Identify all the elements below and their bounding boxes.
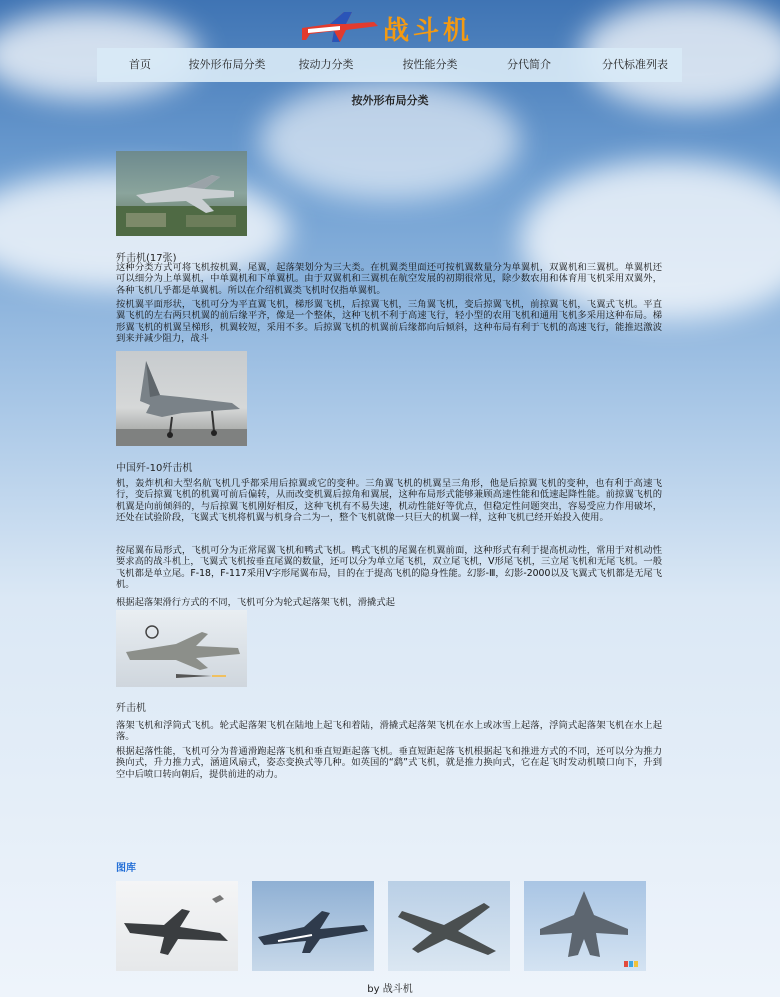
paragraph: 按机翼平面形状，飞机可分为平直翼飞机，梯形翼飞机，后掠翼飞机，三角翼飞机，变后掠翼飞机，前掠翼飞机，飞翼式飞机。平直翼飞机的左右两只机翼的前后缘平齐，像是一个整体，这种飞机不利于高速飞行，轻小型的农用飞机和通用飞机多采用这种布局。梯形翼飞机的机翼呈梯形，机翼较短，采用不多。后掠翼飞机的机翼前后缘都向后倾斜，这种布局有利于飞机的高速飞行，能推迟激波到来并减少阻力，战斗: [116, 299, 662, 345]
nav-home[interactable]: 首页: [129, 58, 151, 71]
paragraph: 这种分类方式可将飞机按机翼，尾翼，起落架划分为三大类。在机翼类里面还可按机翼数量分为单翼机，双翼机和三翼机。单翼机还可以细分为上单翼机，中单翼机和下单翼机。由于双翼机和三翼机在航空发展的初期很常见，除少数农用和体育用飞机采用双翼外，各种飞机几乎都是单翼机。所以在介绍机翼类飞机时仅指单翼机。: [116, 262, 662, 296]
gallery-thumbnail[interactable]: [524, 881, 646, 971]
photo-caption: 歼击机: [116, 703, 146, 714]
gallery-thumbnail[interactable]: [252, 881, 374, 971]
paragraph: 按尾翼布局形式，飞机可分为正常尾翼飞机和鸭式飞机。鸭式飞机的尾翼在机翼前面，这种形式有利于提高机动性，常用于对机动性要求高的战斗机上，飞翼式飞机按垂直尾翼的数量，还可以分为单立尾飞机，双立尾飞机，V形尾飞机，三立尾飞机和无尾飞机。一般飞机都是单立尾。F-18，F-117采用V字形尾翼布局，目的在于提高飞机的隐身性能。幻影-Ⅲ，幻影-2000以及飞翼式飞机都是无尾飞机。: [116, 545, 662, 591]
gallery-title: 图库: [116, 863, 136, 874]
footer-credit: by 战斗机: [367, 984, 413, 995]
site-logo-text: 战斗机: [383, 16, 474, 46]
fighter-photo: [116, 610, 247, 687]
page-title: 按外形布局分类: [351, 94, 429, 107]
nav-generation-standards[interactable]: 分代标准列表: [602, 58, 668, 71]
nav-by-performance[interactable]: 按性能分类: [402, 58, 458, 71]
gallery-thumbnail[interactable]: [116, 881, 238, 971]
photo-caption: 中国歼-10歼击机: [116, 463, 193, 474]
nav-by-power[interactable]: 按动力分类: [298, 58, 354, 71]
fighter-jet-logo-icon: [300, 4, 380, 46]
fighter-photo: [116, 151, 247, 236]
fighter-photo: [116, 351, 247, 446]
paragraph: 落架飞机和浮筒式飞机。轮式起落架飞机在陆地上起飞和着陆，滑撬式起落架飞机在水上或冰雪上起落，浮筒式起落架飞机在水上起落。: [116, 720, 662, 743]
nav-by-layout[interactable]: 按外形布局分类: [188, 58, 266, 71]
nav-generations[interactable]: 分代简介: [507, 58, 551, 71]
paragraph: 根据起落架滑行方式的不同，飞机可分为轮式起落架飞机，滑撬式起: [116, 597, 395, 608]
photo-caption: 歼击机(17张): [116, 253, 177, 264]
paragraph: 机，轰炸机和大型名航飞机几乎都采用后掠翼或它的变种。三角翼飞机的机翼呈三角形，他是后掠翼飞机的变种，也有利于高速飞行，变后掠翼飞机的机翼可前后偏转，从而改变机翼后掠角和翼展，这种布局形式能够兼顾高速性能和低速起降性能。前掠翼飞机的机翼是向前倾斜的，与后掠翼飞机刚好相反，这种飞机有不易失速，机动性能好等优点，但稳定性问题突出，容易受应力作用破坏，还处在试验阶段，飞翼式飞机将机翼与机身合二为一，整个飞机就像一只巨大的机翼一样，这种飞机已经开始投入使用。: [116, 478, 662, 524]
paragraph: 根据起落性能，飞机可分为普通滑跑起落飞机和垂直短距起落飞机。垂直短距起落飞机根据起飞和推进方式的不同，还可以分为推力换向式，升力推力式，涵道风扇式，姿态变换式等几种。如英国的“鹞”式飞机，就是推力换向式，它在起飞时发动机喷口向下，升到空中后喷口转向朝后，提供前进的动力。: [116, 746, 662, 780]
gallery-thumbnail[interactable]: [388, 881, 510, 971]
main-nav: [97, 48, 682, 82]
